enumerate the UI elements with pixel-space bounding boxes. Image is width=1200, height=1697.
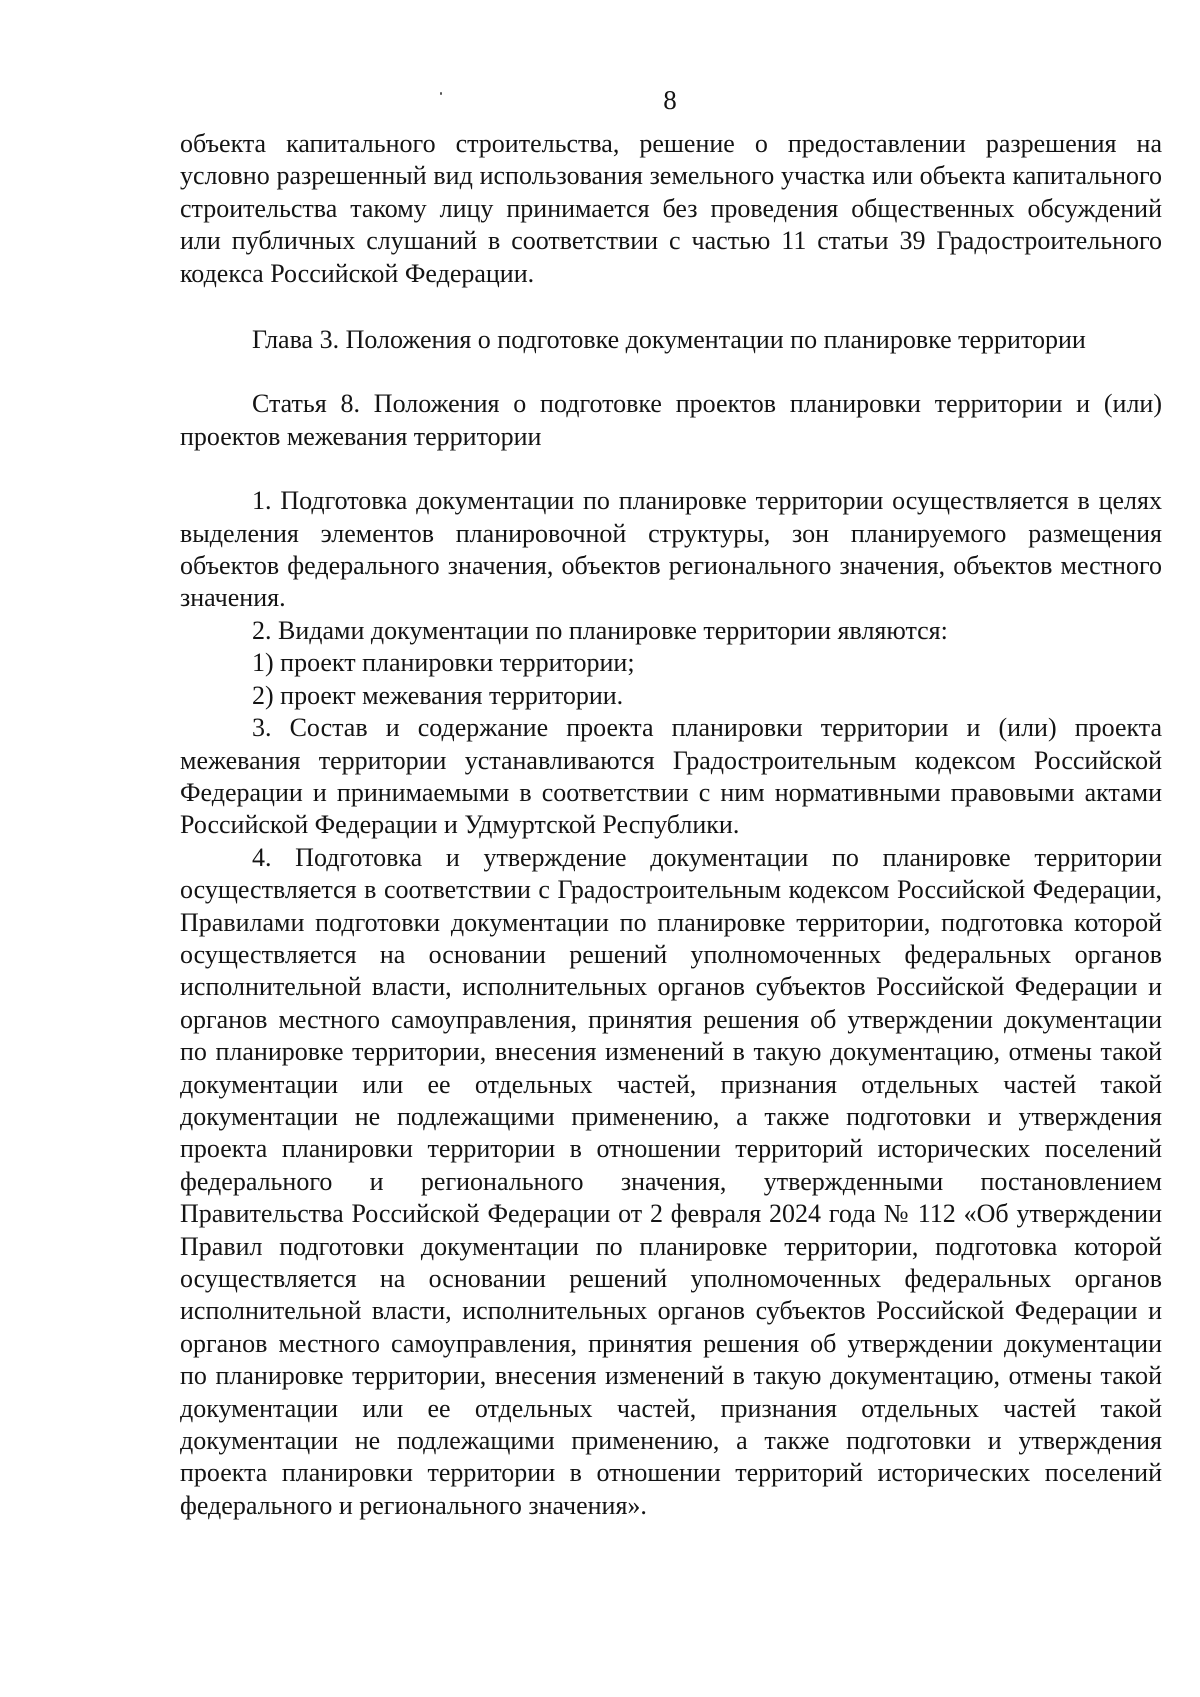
paragraph-2: 2. Видами документации по планировке территории являются:	[252, 615, 948, 645]
continuation-paragraph: объекта капитального строительства, решение о предоставлении разрешения на условно разрешенный вид использования земельного участка или объекта капитального строительства такому лицу принимается без проведения общественных обсуждений или публичных слушаний в соответствии с частью 11 статьи 39 Градостроительного кодекса Российской Федерации.	[180, 129, 1162, 288]
list-item-1: 1) проект планировки территории;	[252, 648, 635, 678]
paragraph-3: 3. Состав и содержание проекта планировки территории и (или) проекта межевания территории устанавливаются Градостроительным кодексом Российской Федерации и принимаемыми в соответствии с ним нормативными правовыми актами Российской Федерации и Удмуртской Республики.	[180, 713, 1162, 840]
list-item-2: 2) проект межевания территории.	[252, 680, 624, 710]
document-body	[180, 128, 1162, 1522]
chapter-heading: Глава 3. Положения о подготовке документации по планировке территории	[252, 325, 1086, 355]
article-heading: Статья 8. Положения о подготовке проектов планировки территории и (или) проектов межевания территории	[180, 389, 1162, 451]
page-number: 8	[663, 85, 677, 115]
paragraph-1: 1. Подготовка документации по планировке территории осуществляется в целях выделения элементов планировочной структуры, зон планируемого размещения объектов федерального значения, объектов регионального значения, объектов местного значения.	[180, 486, 1162, 613]
paragraph-4: 4. Подготовка и утверждение документации по планировке территории осуществляется в соответствии с Градостроительным кодексом Российской Федерации, Правилами подготовки документации по планировке территории, подготовка которой осуществляется на основании решений уполномоченных федеральных органов исполнительной власти, исполнительных органов субъектов Российской Федерации и органов местного самоуправления, принятия решения об утверждении документации по планировке территории, внесения изменений в такую документацию, отмены такой документации или ее отдельных частей, признания отдельных частей такой документации не подлежащими применению, а также подготовки и утверждения проекта планировки территории в отношении территорий исторических поселений федерального и регионального значения, утвержденными постановлением Правительства Российской Федерации от 2 февраля 2024 года № 112 «Об утверждении Правил подготовки документации по планировке территории, подготовка которой осуществляется на основании решений уполномоченных федеральных органов исполнительной власти, исполнительных органов субъектов Российской Федерации и органов местного самоуправления, принятия решения об утверждении документации по планировке территории, внесения изменений в такую документацию, отмены такой документации или ее отдельных частей, признания отдельных частей такой документации не подлежащими применению, а также подготовки и утверждения проекта планировки территории в отношении территорий исторических поселений федерального и регионального значения».	[180, 842, 1162, 1520]
